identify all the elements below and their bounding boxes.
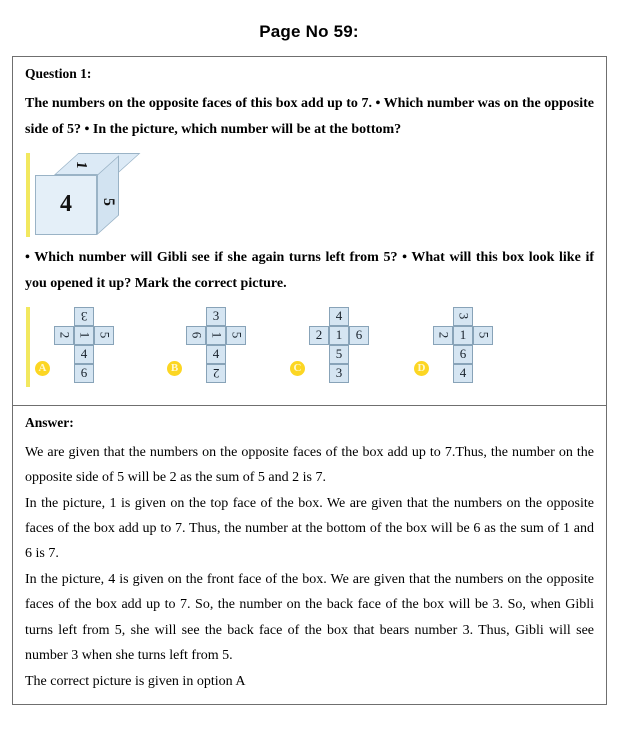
net-cell-value: 6	[355, 327, 363, 343]
net-cell-top	[74, 307, 94, 326]
yellow-accent-bar-options	[26, 307, 30, 387]
net-cell-value: 4	[459, 365, 467, 381]
net-cell-value: 3	[212, 308, 220, 324]
net-cell-left	[433, 326, 453, 345]
net-cell-value: 6	[189, 331, 204, 339]
net-cell-value: 6	[80, 365, 88, 381]
option-d-badge: D	[414, 361, 429, 376]
net-cell-value: 2	[212, 366, 220, 382]
document-frame	[12, 56, 607, 705]
net-cell-middle	[329, 326, 349, 345]
net-cell-bottom	[74, 364, 94, 383]
net-cell-right	[94, 326, 114, 345]
net-cell-lower	[453, 345, 473, 364]
question-heading: Question 1:	[25, 66, 92, 81]
net-cell-value: 4	[212, 346, 220, 362]
net-cell-left	[186, 326, 206, 345]
net-cell-top	[206, 307, 226, 326]
net-cell-value: 1	[335, 327, 343, 343]
page-title: Page No 59:	[259, 22, 359, 41]
net-cell-bottom	[206, 364, 226, 383]
option-c-net	[308, 307, 370, 387]
answer-section	[13, 405, 606, 705]
net-cell-lower	[74, 345, 94, 364]
net-cell-value: 4	[335, 308, 343, 324]
net-cell-value: 5	[229, 331, 244, 339]
option-c[interactable]	[290, 307, 370, 387]
net-cell-value: 1	[209, 331, 224, 339]
cube-figure	[25, 153, 594, 237]
yellow-accent-bar	[26, 153, 30, 237]
net-cell-middle	[206, 326, 226, 345]
net-cell-bottom	[453, 364, 473, 383]
option-b-badge: B	[167, 361, 182, 376]
answer-paragraph-4: The correct picture is given in option A	[25, 673, 246, 689]
net-cell-value: 2	[315, 327, 323, 343]
question-text-continued: • Which number will Gibli see if she again turns left from 5? • What will this box look like if you opened it up? Mark the correct picture.	[25, 249, 594, 291]
net-cell-bottom	[329, 364, 349, 383]
net-cell-value: 3	[335, 365, 343, 381]
net-cell-value: 1	[77, 331, 92, 339]
option-d-net	[432, 307, 494, 387]
net-cell-value: 5	[476, 331, 491, 339]
net-cell-lower	[329, 345, 349, 364]
cube-right-number: 5	[100, 197, 117, 206]
net-cell-value: 1	[459, 327, 467, 343]
option-b[interactable]	[167, 307, 247, 387]
answer-heading: Answer:	[25, 414, 74, 430]
options-row	[35, 307, 594, 387]
net-cell-value: 3	[456, 312, 471, 320]
answer-paragraph-2: In the picture, 1 is given on the top face of the box. We are given that the numbers on the opposite faces of the box add up to 7. Thus, the number at the bottom of the box will be 6 as the sum of 1 and 6 is 7.	[25, 495, 594, 562]
net-cell-middle	[74, 326, 94, 345]
net-cell-value: 3	[80, 309, 88, 325]
net-cell-right	[226, 326, 246, 345]
net-cell-lower	[206, 345, 226, 364]
net-cell-value: 2	[436, 331, 451, 339]
net-cell-value: 5	[335, 346, 343, 362]
net-cell-value: 2	[57, 331, 72, 339]
option-c-badge: C	[290, 361, 305, 376]
cube-front-number: 4	[60, 191, 72, 218]
question-text: The numbers on the opposite faces of this box add up to 7. • Which number was on the opposite side of 5? • In the picture, which number will be at the bottom?	[25, 96, 594, 137]
option-d[interactable]	[414, 307, 494, 387]
options-figure	[25, 307, 594, 387]
net-cell-right	[349, 326, 369, 345]
net-cell-middle	[453, 326, 473, 345]
net-cell-top	[453, 307, 473, 326]
net-cell-value: 4	[80, 346, 88, 362]
option-a[interactable]	[35, 307, 115, 387]
net-cell-right	[473, 326, 493, 345]
cube-top-number: 1	[73, 160, 90, 170]
isometric-cube	[35, 153, 130, 237]
net-cell-left	[54, 326, 74, 345]
option-b-net	[185, 307, 247, 387]
net-cell-value: 6	[459, 346, 467, 362]
net-cell-left	[309, 326, 329, 345]
answer-paragraph-1: We are given that the numbers on the opposite faces of the box add up to 7.Thus, the number on the opposite side of 5 will be 2 as the sum of 5 and 2 is 7.	[25, 444, 594, 486]
answer-paragraph-3: In the picture, 4 is given on the front face of the box. We are given that the numbers on the opposite faces of the box add up to 7. So, the number on the back face of the box will be 3. So, when Gibli turns left from 5, she will see the back face of the box that bears number 3. Thus, Gibli will see number 3 when she turns left from 5.	[25, 571, 594, 664]
net-cell-value: 5	[97, 331, 112, 339]
question-section	[13, 57, 606, 405]
option-a-net	[53, 307, 115, 387]
cube-top-face	[54, 153, 140, 175]
net-cell-top	[329, 307, 349, 326]
option-a-badge: A	[35, 361, 50, 376]
